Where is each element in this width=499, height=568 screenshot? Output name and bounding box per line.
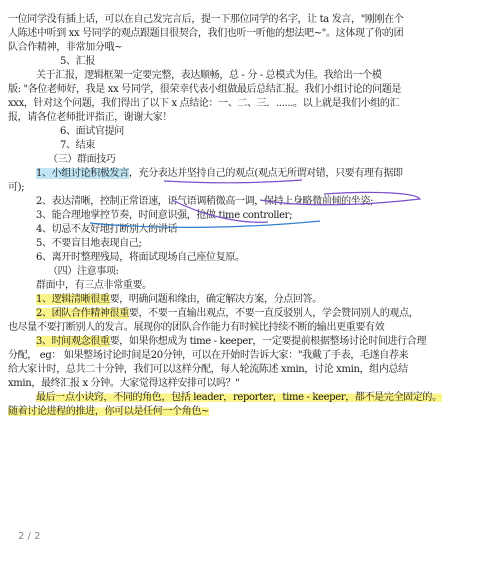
paragraph-line: xmin，最终汇报 x 分钟。大家觉得这样安排可以吗？" [8, 378, 240, 389]
section-heading: （三）群面技巧 [48, 154, 116, 165]
paragraph-line: 一位同学没有插上话，可以在自己发完言后，提一下那位同学的名字，让 ta 发言，"刚刚在个 [8, 14, 404, 25]
yellow-highlight: 随着讨论进程的推进，你可以是任何一个角色~ [8, 406, 210, 417]
section-heading: 6、面试官提问 [60, 126, 124, 137]
note-line-2: 2、团队合作精神很重要，不要一直输出观点，不要一直反驳别人，学会赞同别人的观点， [36, 308, 419, 319]
paragraph-line: 4、切忌不友好地打断别人的讲话 [36, 224, 178, 235]
yellow-highlight: 3、时间观念很重 [36, 336, 110, 347]
section-heading: 5、汇报 [60, 56, 95, 67]
paragraph-line: 关于汇报，逻辑框架一定要完整，表达顺畅，总 - 分 - 总模式为佳。我给出一个模 [36, 70, 382, 81]
tip-closing-line-2 [8, 406, 499, 418]
note-line-3: 3、时间观念很重要，如果你想成为 time - keeper，一定要提前根据整场讨论时间进行合理 [36, 336, 427, 347]
yellow-highlight: 最后一点小诀窍，不同的角色，包括 leader，reporter，time - keeper，都不是完全固定的。 [36, 392, 442, 403]
blue-highlight: 1、小组讨论积极发言 [36, 168, 129, 179]
section-heading: 7、结束 [60, 140, 95, 151]
note-line-1: 1、逻辑清晰很重要，明确问题和缘由，确定解决方案，分点回答。 [36, 294, 322, 305]
paragraph-line: 群面中，有三点非常重要。 [36, 280, 152, 291]
paragraph-line: 队合作精神，非常加分哦~ [8, 42, 123, 53]
paragraph-line: 人陈述中听到 xx 号同学的观点跟题目很契合，我们也听一听他的想法吧~"。这体现了你的团 [8, 28, 404, 39]
paragraph-line: 5、不要盲目地表现自己; [36, 238, 142, 249]
paragraph-line: 给大家计时，总共二十分钟，我们可以这样分配，每人轮流陈述 xmin，讨论 xmin，组内总结 [8, 364, 408, 375]
paragraph-line: xxx，针对这个问题，我们得出了以下 x 点结论：一、二、三．......。以上就是我们小组的汇 [8, 98, 400, 109]
paragraph-line: 2、表达清晰，控制正常语速，语气语调稍微高一调，保持上身略微前倾的坐姿; [36, 196, 374, 207]
paragraph-line: 可); [8, 182, 25, 193]
paragraph-line: 版: "各位老师好，我是 xx 号同学，很荣幸代表小组做最后总结汇报。我们小组讨论的问题是 [8, 84, 402, 95]
paragraph-line: 报，请各位老师批评指正，谢谢大家！ [8, 112, 173, 123]
tip-line-1: 1、小组讨论积极发言，充分表达并坚持自己的观点(观点无所谓对错，只要有理有据即 [36, 168, 403, 179]
tip-closing-line-1 [36, 392, 499, 404]
section-heading: （四）注意事项: [48, 266, 119, 277]
paragraph-line: 也尽量不要打断别人的发言。展现你的团队合作能力有时候比持续不断的输出更重要有效 [8, 322, 385, 333]
paragraph-line: 分配， eg： 如果整场讨论时间是20分钟，可以在开始时告诉大家："我戴了手表，毛遂自荐来 [8, 350, 409, 361]
page-indicator: 2 / 2 [18, 531, 41, 542]
yellow-highlight: 2、团队合作精神很重 [36, 308, 129, 319]
paragraph-line: 3、能合理地掌控节奏，时间意识强，抢做 time controller; [36, 210, 293, 221]
paragraph-line: 6、离开时整理残局，将面试现场自己座位复原。 [36, 252, 245, 263]
yellow-highlight: 1、逻辑清晰很重 [36, 294, 110, 305]
